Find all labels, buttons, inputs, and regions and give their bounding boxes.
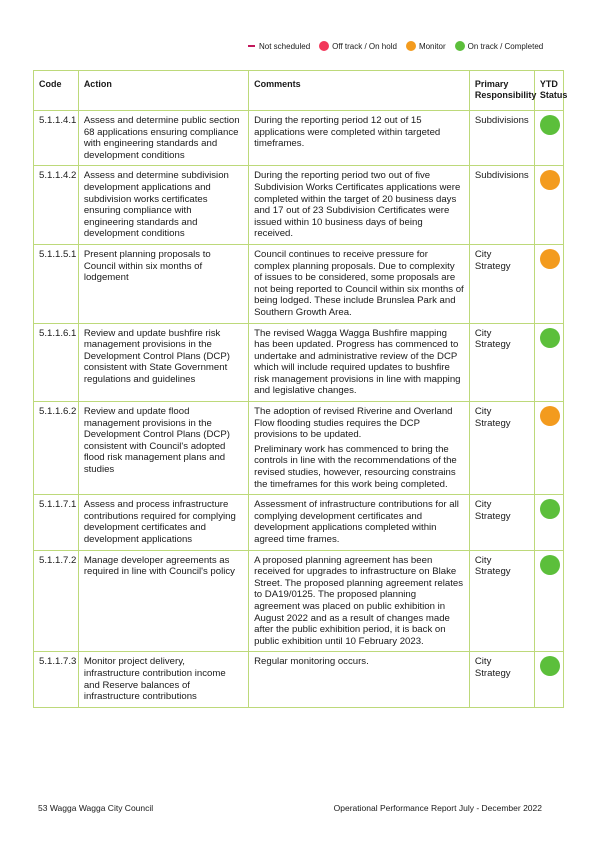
cell-code: 5.1.1.7.3	[34, 652, 79, 707]
performance-table	[33, 70, 568, 708]
comment-paragraph: During the reporting period two out of five Subdivision Works Certificates applications were completed within the target of 20 business days and 17 out of 23 Subdivision Certificates were issued within 10 business days of being received.	[254, 170, 461, 240]
table-row	[34, 111, 564, 166]
cell-comments	[249, 402, 470, 495]
legend-item	[455, 41, 544, 51]
legend-label: Off track / On hold	[332, 41, 397, 51]
header-primary-responsibility: Primary Responsibility	[469, 71, 534, 111]
comment-paragraph: The adoption of revised Riverine and Overland Flow flooding studies requires the DCP provisions to be updated.	[254, 406, 453, 441]
cell-ytd-status	[534, 111, 563, 166]
cell-primary-responsibility: Subdivisions	[469, 166, 534, 245]
table-row	[34, 244, 564, 323]
legend-item	[406, 41, 446, 51]
status-dot-icon	[406, 41, 416, 51]
cell-action: Assess and determine public section 68 applications ensuring compliance with engineering standards and development conditions	[78, 111, 248, 166]
header-action: Action	[78, 71, 248, 111]
legend-label: Not scheduled	[259, 41, 311, 51]
status-dot-icon	[540, 115, 560, 135]
footer-report-title: Operational Performance Report July - December 2022	[333, 803, 542, 813]
cell-code: 5.1.1.4.2	[34, 166, 79, 245]
cell-ytd-status	[534, 495, 563, 550]
status-dot-icon	[540, 499, 560, 519]
status-legend	[248, 39, 568, 53]
cell-comments	[249, 550, 470, 652]
status-dot-icon	[540, 656, 560, 676]
cell-primary-responsibility: City Strategy	[469, 550, 534, 652]
cell-action: Assess and determine subdivision development applications and subdivision works certificates ensuring compliance with engineering standards and development conditions	[78, 166, 248, 245]
cell-action: Present planning proposals to Council within six months of lodgement	[78, 244, 248, 323]
cell-ytd-status	[534, 244, 563, 323]
cell-code: 5.1.1.6.2	[34, 402, 79, 495]
cell-action: Assess and process infrastructure contributions required for complying development certificates and development applications	[78, 495, 248, 550]
table-header-row	[34, 71, 564, 111]
cell-code: 5.1.1.4.1	[34, 111, 79, 166]
cell-comments	[249, 244, 470, 323]
legend-label: Monitor	[418, 41, 446, 51]
cell-ytd-status	[534, 550, 563, 652]
cell-ytd-status	[534, 323, 563, 402]
cell-comments	[249, 495, 470, 550]
status-dot-icon	[455, 41, 465, 51]
cell-action: Review and update flood management provisions in the Development Control Plans (DCP) consistent with Council's adopted flood risk management plans and studies	[78, 402, 248, 495]
header-code: Code	[34, 71, 79, 111]
status-dot-icon	[540, 170, 560, 190]
legend-item	[248, 42, 310, 51]
cell-primary-responsibility: City Strategy	[469, 402, 534, 495]
comment-paragraph: Assessment of infrastructure contributions for all complying development certificates and development applications completed within agreed time frames.	[254, 499, 459, 545]
legend-label: On track / Completed	[467, 41, 544, 51]
table-row	[34, 495, 564, 550]
legend-item	[319, 41, 397, 51]
status-dot-icon	[540, 328, 560, 348]
cell-code: 5.1.1.7.1	[34, 495, 79, 550]
comment-paragraph: Council continues to receive pressure for complex planning proposals. Due to complexity of issues to be considered, some proposals are not being reported to Council within six months of being lodged. These include Brunslea Park and Southern Growth Area.	[254, 248, 464, 318]
comment-paragraph: Regular monitoring occurs.	[254, 656, 369, 668]
header-ytd-status: YTD Status	[534, 71, 563, 111]
status-dot-icon	[319, 41, 329, 51]
cell-primary-responsibility: City Strategy	[469, 323, 534, 402]
status-dot-icon	[540, 406, 560, 426]
cell-action: Review and update bushfire risk management provisions in the Development Control Plans (DCP) consistent with State Government regulations and guidelines	[78, 323, 248, 402]
cell-primary-responsibility: City Strategy	[469, 652, 534, 707]
cell-ytd-status	[534, 402, 563, 495]
table-row	[34, 652, 564, 707]
footer-page-info	[38, 803, 153, 813]
table-row	[34, 323, 564, 402]
cell-action: Monitor project delivery, infrastructure contribution income and Reserve balances of infrastructure contributions	[78, 652, 248, 707]
cell-comments	[249, 323, 470, 402]
page-number: 53	[38, 803, 48, 813]
cell-comments	[249, 166, 470, 245]
status-dot-icon	[540, 249, 560, 269]
cell-ytd-status	[534, 166, 563, 245]
table-row	[34, 550, 564, 652]
comment-paragraph: Preliminary work has commenced to bring the controls in line with the recommendations of the revised studies, however, resourcing constrains the timeframes for this work being completed.	[254, 443, 457, 490]
cell-comments	[249, 111, 470, 166]
cell-primary-responsibility: City Strategy	[469, 495, 534, 550]
cell-primary-responsibility: Subdivisions	[469, 111, 534, 166]
cell-code: 5.1.1.7.2	[34, 550, 79, 652]
cell-primary-responsibility: City Strategy	[469, 244, 534, 323]
cell-code: 5.1.1.5.1	[34, 244, 79, 323]
status-dot-icon	[540, 555, 560, 575]
cell-action: Manage developer agreements as required in line with Council's policy	[78, 550, 248, 652]
cell-code: 5.1.1.6.1	[34, 323, 79, 402]
table-row	[34, 402, 564, 495]
comment-paragraph: The revised Wagga Wagga Bushfire mapping has been updated. Progress has commenced to undertake and administrative review of the DCP which will include required updates to bushfire risk management provisions in line with mapping and legislative changes.	[254, 327, 461, 397]
comment-paragraph: A proposed planning agreement has been received for upgrades to infrastructure on Blake Street. The proposed planning agreement relates to DA19/0125. The proposed planning agreement was placed on public exhibition in August 2022 and as a result of changes made after the public exhibition period, it is back on public exhibition until 10 February 2023.	[254, 554, 464, 647]
organisation-name: Wagga Wagga City Council	[49, 803, 154, 813]
header-comments: Comments	[249, 71, 470, 111]
table-row	[34, 166, 564, 245]
dash-icon	[248, 45, 255, 47]
cell-ytd-status	[534, 652, 563, 707]
cell-comments	[249, 652, 470, 707]
comment-paragraph: During the reporting period 12 out of 15 applications were completed within targeted timeframes.	[254, 115, 441, 150]
